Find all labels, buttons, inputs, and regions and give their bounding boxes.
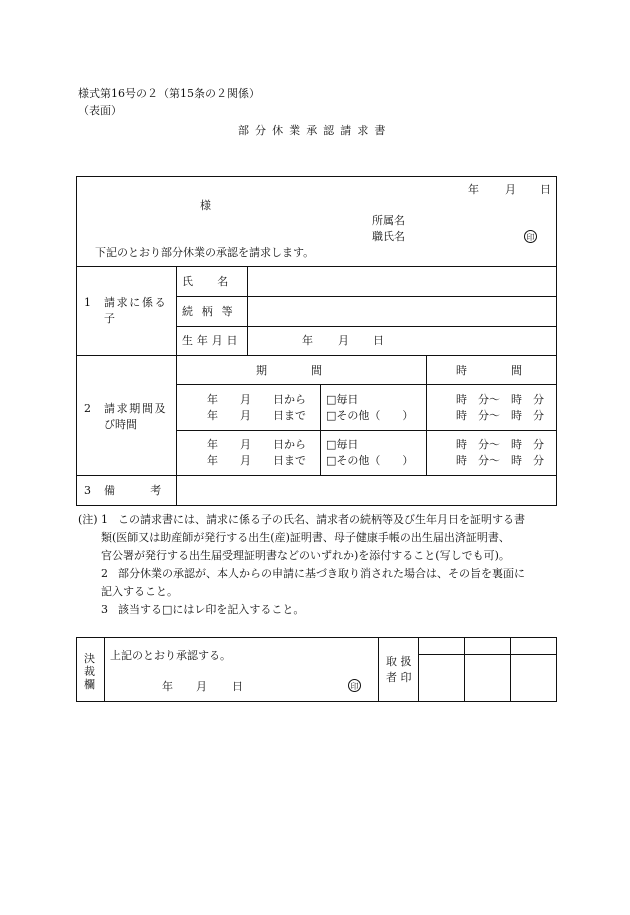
request-sentence: 下記のとおり部分休業の承認を請求します。 (95, 246, 315, 259)
handler-label-line1: 取 扱 (386, 655, 412, 668)
date-year-label: 年 (468, 183, 479, 196)
period-column-header: 期 間 (256, 364, 322, 377)
divider-handler-seals (418, 637, 419, 702)
addressee-suffix: 様 (200, 199, 211, 212)
period2-other-checkbox[interactable]: □その他（ ） (326, 454, 414, 467)
birth-day-label: 日 (373, 334, 384, 347)
birth-year-label: 年 (302, 334, 313, 347)
approval-month-label: 月 (196, 680, 207, 693)
time-column-header: 時 間 (456, 364, 522, 377)
handler-label-line2: 者 印 (386, 671, 412, 684)
note1-number: 1 (101, 513, 108, 526)
period2-to: 年 月 日まで (207, 454, 306, 467)
divider-seal-col1 (464, 637, 465, 702)
approval-day-label: 日 (232, 680, 243, 693)
divider-s2-period1 (176, 430, 557, 431)
divider-seal-col2 (510, 637, 511, 702)
decision-form (76, 637, 557, 702)
decision-label-char2: 裁 (84, 665, 95, 678)
divider-s2-header (176, 384, 557, 385)
decision-label-char1: 決 (84, 652, 95, 665)
section2-number: 2 (84, 402, 91, 415)
notes-prefix: (注) (78, 513, 98, 526)
birth-month-label: 月 (338, 334, 349, 347)
section1-label-line1: 請求に係る (104, 296, 168, 309)
period2-time2: 時 分～ 時 分 (456, 454, 544, 467)
period1-to: 年 月 日まで (207, 409, 306, 422)
section1-number: 1 (84, 296, 91, 309)
section1-label-line2: 子 (104, 312, 115, 325)
period2-time1: 時 分～ 時 分 (456, 438, 544, 451)
section3-number: 3 (84, 484, 91, 497)
divider-s1-row1 (176, 296, 557, 297)
note2-line1: 部分休業の承認が、本人からの申請に基づき取り消された場合は、その旨を裏面に (118, 567, 525, 580)
date-day-label: 日 (540, 183, 551, 196)
period1-other-checkbox[interactable]: □その他（ ） (326, 409, 414, 422)
note3-line1: 該当する□にはレ印を記入すること。 (118, 603, 305, 616)
approval-text: 上記のとおり承認する。 (110, 649, 231, 662)
child-name-label: 氏名 (182, 275, 253, 288)
divider-s2-period-time (426, 355, 427, 475)
affiliation-label: 所属名 (372, 214, 405, 227)
period2-from: 年 月 日から (207, 438, 306, 451)
applicant-seal-icon: 印 (524, 230, 537, 243)
page-title: 部分休業承認請求書 (238, 124, 392, 137)
name-label: 職氏名 (372, 230, 405, 243)
divider-section2-section3 (76, 475, 557, 476)
section2-label-line2: び時間 (104, 418, 137, 431)
divider-section1-section2 (76, 355, 557, 356)
decision-label-char3: 欄 (84, 678, 95, 691)
remarks-label: 備考 (104, 484, 197, 497)
divider-s2-date-option (320, 384, 321, 475)
approval-year-label: 年 (162, 680, 173, 693)
section2-label-line1: 請求期間及 (104, 402, 168, 415)
note1-line3: 官公署が発行する出生届受理証明書などのいずれか)を添付すること(写しでも可)。 (101, 549, 510, 562)
divider-header-section1 (76, 266, 557, 267)
note2-number: 2 (101, 567, 108, 580)
divider-decision-handler (378, 637, 379, 702)
approver-seal-icon: 印 (348, 679, 361, 692)
birthdate-label: 生年月日 (182, 334, 242, 347)
date-month-label: 月 (505, 183, 516, 196)
period1-daily-checkbox[interactable]: □毎日 (326, 393, 359, 406)
form-number: 様式第16号の２（第15条の２関係） (78, 87, 260, 100)
relationship-label: 続柄等 (182, 305, 242, 318)
period1-from: 年 月 日から (207, 393, 306, 406)
period2-daily-checkbox[interactable]: □毎日 (326, 438, 359, 451)
note2-line2: 記入すること。 (101, 585, 178, 598)
divider-decision-label (104, 637, 105, 702)
note1-line2: 類(医師又は助産師が発行する出生(産)証明書、母子健康手帳の出生届出済証明書、 (101, 531, 510, 544)
note1-line1: この請求書には、請求に係る子の氏名、請求者の続柄等及び生年月日を証明する書 (118, 513, 525, 526)
period1-time2: 時 分～ 時 分 (456, 409, 544, 422)
note3-number: 3 (101, 603, 108, 616)
period1-time1: 時 分～ 時 分 (456, 393, 544, 406)
divider-label-column (176, 266, 177, 506)
side-indicator: （表面） (78, 104, 122, 117)
divider-s1-row2 (176, 326, 557, 327)
divider-seal-header (418, 654, 557, 655)
